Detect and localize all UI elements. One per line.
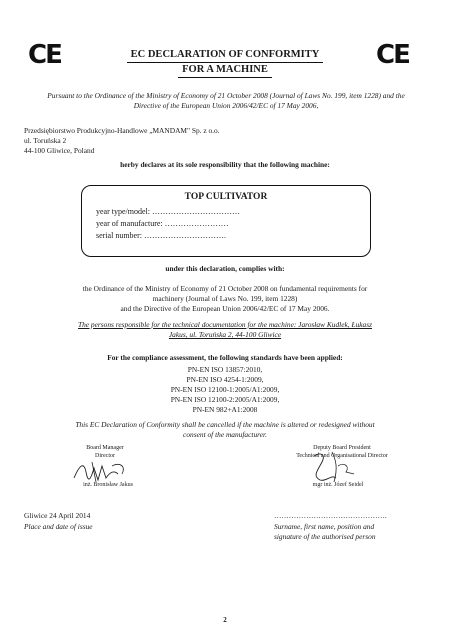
ordinance-line-3: and the Directive of the European Union 2006/42/EC of 17 May 2006. [120,304,330,313]
standard-item: PN-EN 982+A1:2008 [192,405,258,414]
standards-heading: For the compliance assessment, the following standards have been applied: [107,353,343,362]
cancel-line-2: consent of the manufacturer. [183,430,267,439]
company-city: 44-100 Gliwice, Poland [24,146,95,155]
left-role-2: Director [95,453,115,459]
machine-serial-field: serial number: …………………………. [96,231,226,240]
ordinance-line-1: the Ordinance of the Ministry of Economy of 21 October 2008 on fundamental requirements for [82,284,368,293]
intro-paragraph: Pursuant to the Ordinance of the Ministry of Economy of 21 October 2008 (Journal of Laws No. 199, item 1228) and the Directive of the European Union 2006/42/EC of 17 May 2006, [47,91,405,110]
company-name: Przedsiębiorstwo Produkcyjno-Handlowe „MANDAM" Sp. z o.o. [24,126,220,135]
left-role-1: Board Manager [86,445,124,451]
cancellation-note [40,420,410,440]
declares-text: herby declares at its sole responsibility that the following machine: [120,160,330,169]
authorised-caption-2: signature of the authorised person [274,532,376,541]
responsible-line-2: Jakus, ul. Toruńska 2, 44-100 Gliwice [168,330,282,339]
standard-item: PN-EN ISO 12100-1:2005/A1:2009, [170,385,280,394]
ce-mark-right: CE [376,40,409,70]
company-street: ul. Toruńska 2 [24,136,67,145]
responsible-line-1: The persons responsible for the technical documentation for the machine: Jarosław Kudlek, Łukasz [77,320,372,329]
machine-box [81,185,371,257]
cancel-line-1: This EC Declaration of Conformity shall be cancelled if the machine is altered or redesigned without [75,420,375,429]
machine-year-field: year of manufacture: …………………… [96,219,229,228]
machine-name: TOP CULTIVATOR [184,192,268,202]
machine-type-field: year type/model: …………………………… [96,207,240,216]
complies-heading: under this declaration, complies with: [165,264,285,273]
page-number: 2 [223,616,227,624]
ordinance-line-2: machinery (Journal of Laws No. 199, item 1228) [152,294,298,303]
right-signatory-name: mgr inż. Józef Seidel [312,482,364,488]
responsible-persons [40,320,410,340]
left-signatory-name: inż. Bronisław Jakus [83,482,133,488]
ce-mark-left: CE [28,40,61,70]
place-date: Gliwice 24 April 2014 [24,511,91,520]
place-date-caption: Place and date of issue [24,522,93,531]
title-line-1: EC DECLARATION OF CONFORMITY [127,48,324,63]
standard-item: PN-EN ISO 4254-1:2009, [186,375,264,384]
signature-line: ………………………………………. [274,511,387,520]
title-line-2: FOR A MACHINE [178,63,272,78]
ordinance-paragraph [40,284,410,314]
right-role-1: Deputy Board President [313,445,371,451]
standard-item: PN-EN ISO 13857:2010, [187,365,263,374]
authorised-caption-1: Surname, first name, position and [274,522,375,531]
document-title [100,48,350,78]
right-role-2: Technical and Organisational Director [296,453,388,459]
standard-item: PN-EN ISO 12100-2:2005/A1:2009, [170,395,280,404]
